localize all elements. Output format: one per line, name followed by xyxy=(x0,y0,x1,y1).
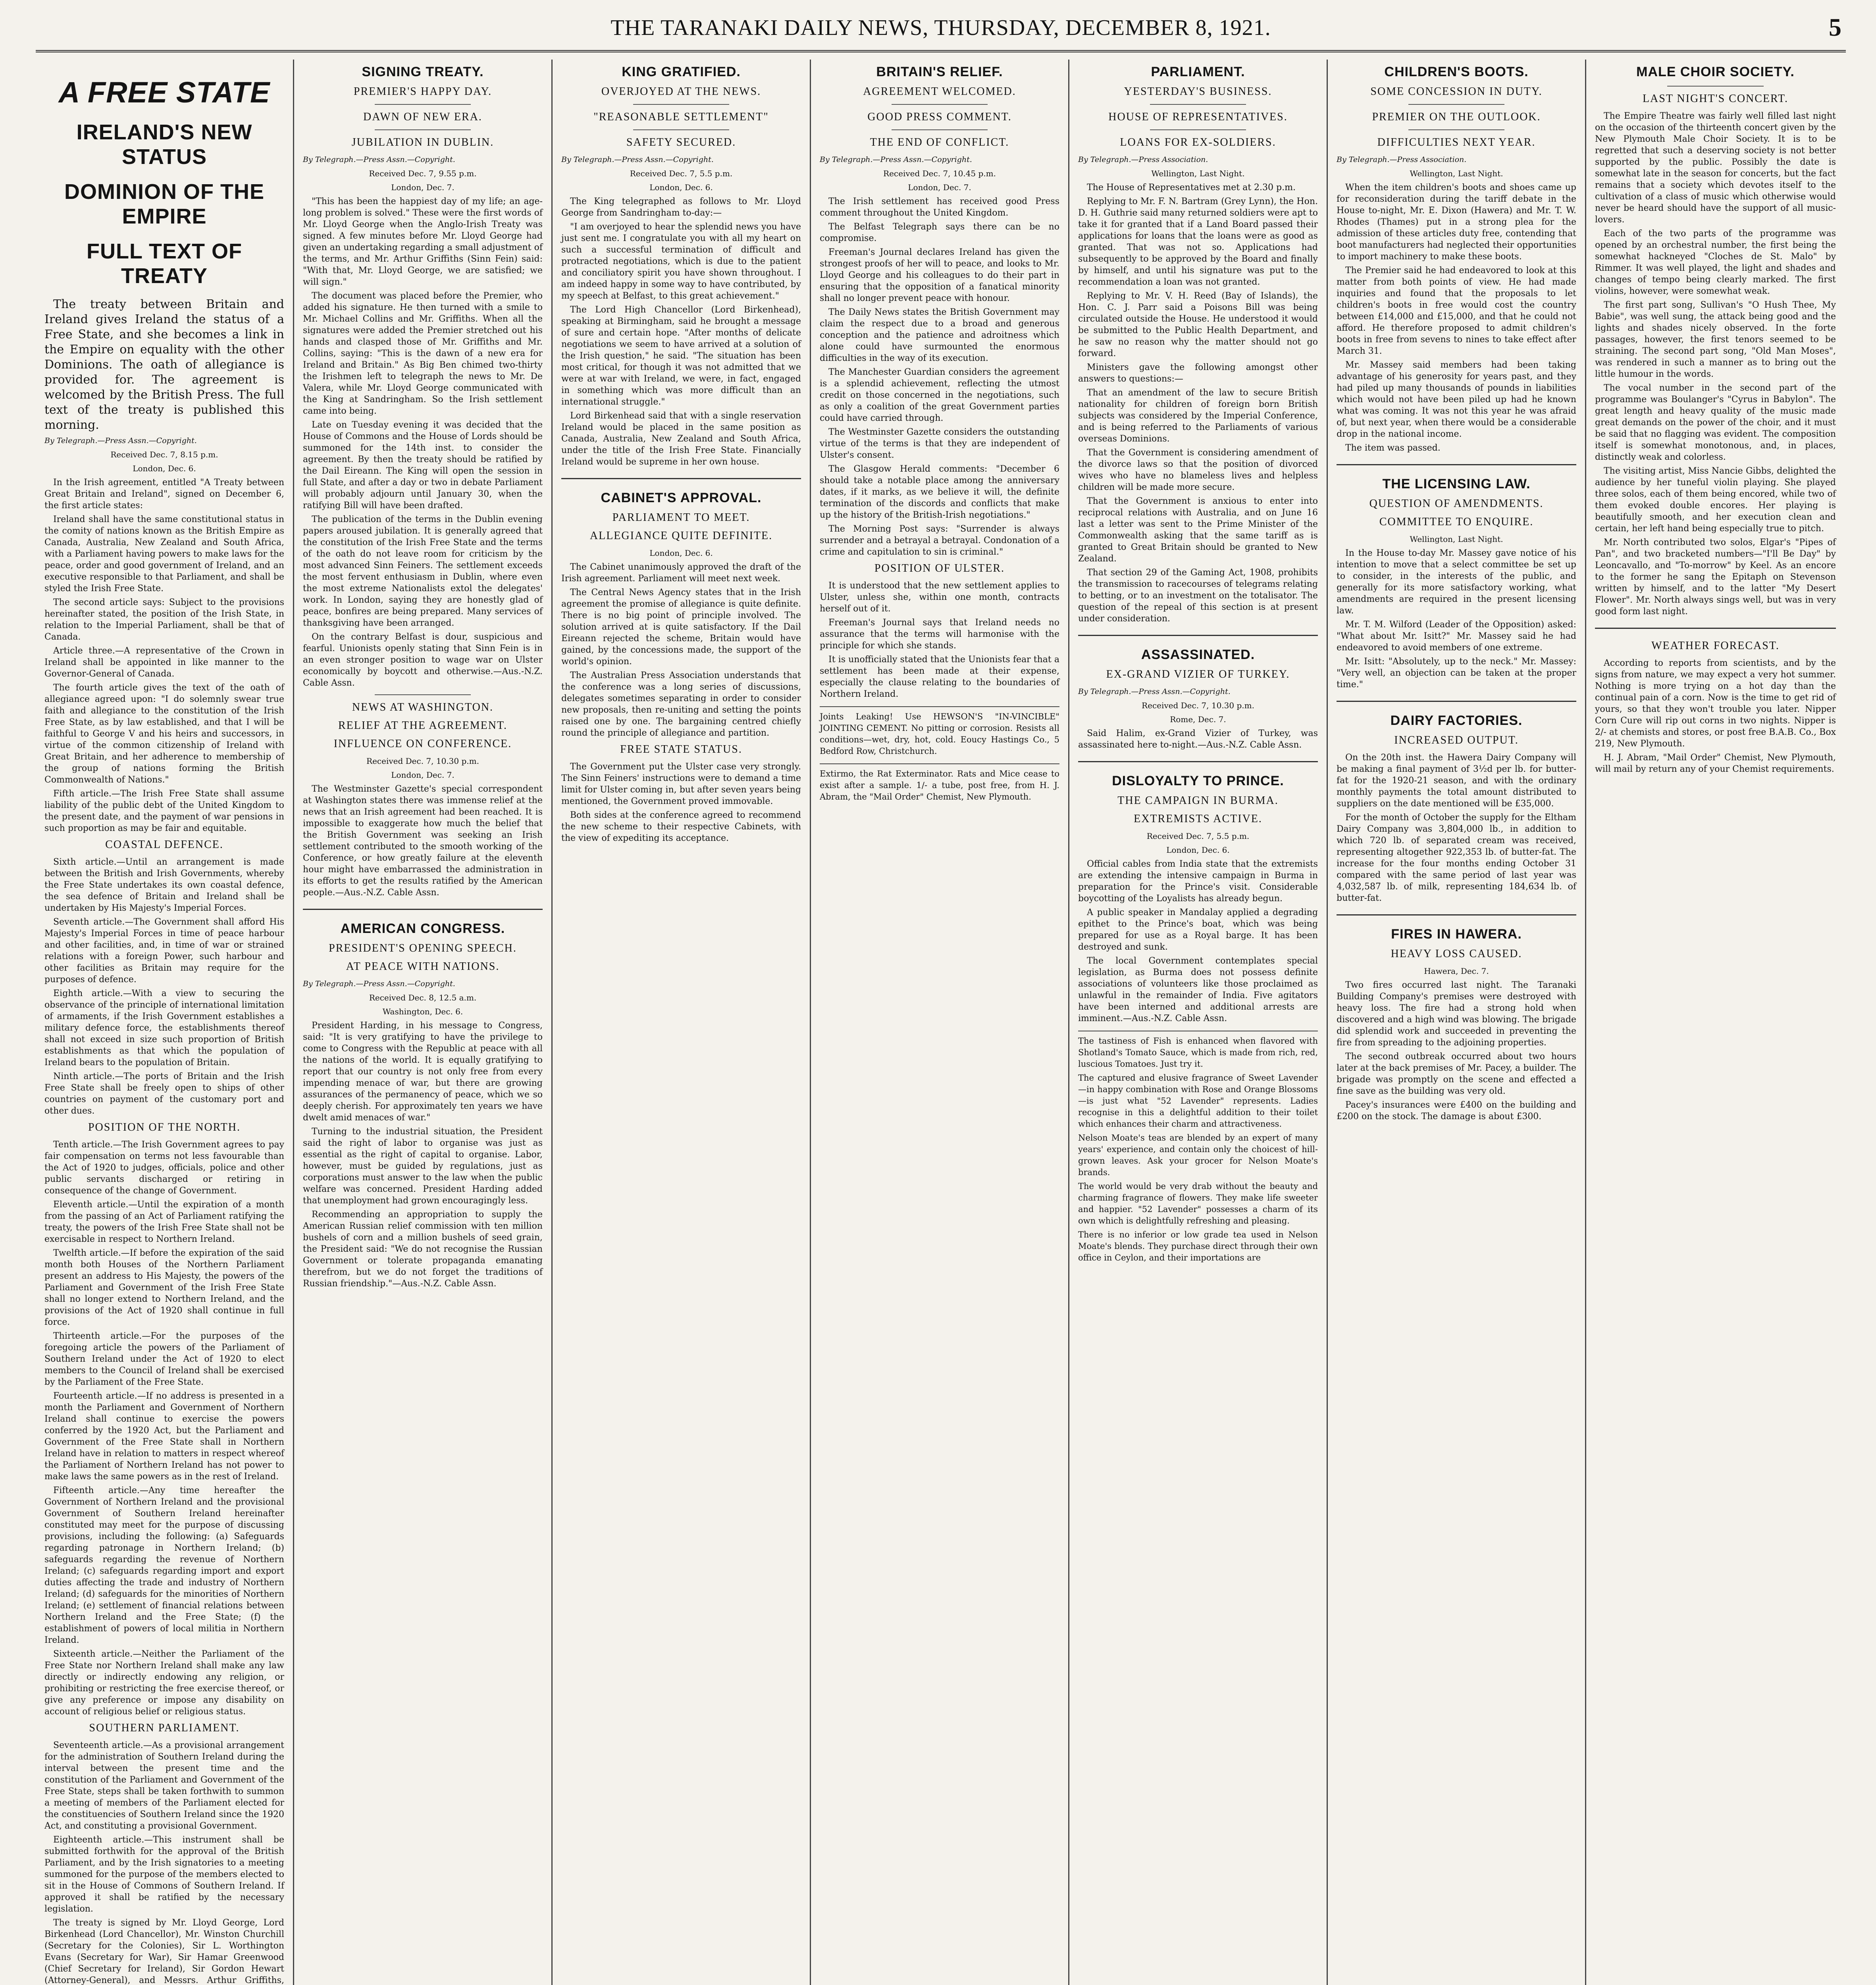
congress-p2: Turning to the industrial situation, the President said the right of labor to organise was just as essential as the right of capital to organise. Labor, however, must be guided by regulations, just as corporations must answer to the law when the public welfare was concerned. President Harding added that unemployment had grown encouragingly less. xyxy=(303,1127,543,1206)
southern-heading: SOUTHERN PARLIAMENT. xyxy=(89,1722,240,1734)
relief-wire: By Telegraph.—Press Assn.—Copyright. xyxy=(820,155,972,164)
divider xyxy=(1408,104,1504,105)
column-3 xyxy=(553,60,811,1985)
assassinated-dateline: Rome, Dec. 7. xyxy=(1170,715,1226,724)
hawera-heading: FIRES IN HAWERA. xyxy=(1391,927,1522,942)
page-number: 5 xyxy=(1829,13,1842,41)
washington-sub2: INFLUENCE ON CONFERENCE. xyxy=(333,738,512,750)
disloyalty-received: Received Dec. 7, 5.5 p.m. xyxy=(1146,831,1250,841)
king-dateline: London, Dec. 6. xyxy=(649,183,713,192)
boots-p4: The item was passed. xyxy=(1345,443,1441,453)
treaty-p13: Twelfth article.—If before the expiration of the said month both Houses of the Northern Parliament present an address to His Majesty, the powers of the Parliament and Government of the Irish Free State shall no longer extend to Northern Ireland, and the provisions of the Act of 1920 shall continue in full force. xyxy=(44,1248,284,1327)
choir-heading: MALE CHOIR SOCIETY. xyxy=(1636,64,1795,79)
relief-p6: The Westminster Gazette considers the outstanding virtue of the terms is that they are independent of Ulster's consent. xyxy=(820,427,1059,460)
washington-dateline: London, Dec. 7. xyxy=(391,770,455,780)
column-2 xyxy=(294,60,553,1985)
relief-ad1: Joints Leaking! Use HEWSON'S "IN-VINCIBLE" JOINTING CEMENT. No pitting or corrosion. Resists all conditions—wet, dry, hot, cold. Eoucy Hastings Co., 5 Bedford Row, Christchurch. xyxy=(820,712,1059,756)
parliament-dateline: Wellington, Last Night. xyxy=(1151,169,1245,178)
column-7 xyxy=(1586,60,1845,1985)
advertisement xyxy=(820,763,1059,803)
hawera-dateline: Hawera, Dec. 7. xyxy=(1424,966,1489,976)
boots-sub3: DIFFICULTIES NEXT YEAR. xyxy=(1377,136,1536,148)
ulster-heading: POSITION OF ULSTER. xyxy=(874,562,1005,574)
signing-sub2: DAWN OF NEW ERA. xyxy=(363,111,482,123)
boots-sub1: SOME CONCESSION IN DUTY. xyxy=(1370,85,1543,98)
congress-received: Received Dec. 8, 12.5 a.m. xyxy=(369,993,477,1002)
divider xyxy=(1337,914,1576,915)
masthead xyxy=(36,6,1846,52)
washington-p1: The Westminster Gazette's special correspondent at Washington states there was immense relief at the news that an Irish agreement had been reached. It is impossible to exaggerate how much the belief that the British Government was seeking an Irish settlement contributed to the smooth working of the Conference, or how greatly failure at the eleventh hour might have embarrassed the administration in its efforts to get the results ratified by the American people.—Aus.-N.Z. Cable Assn. xyxy=(303,784,543,898)
relief-p8: The Morning Post says: "Surrender is always surrender and a betrayal a betrayal. Condonation of a crime and capitulation to sin is criminal." xyxy=(820,524,1059,557)
assassinated-sub: EX-GRAND VIZIER OF TURKEY. xyxy=(1106,668,1290,680)
treaty-p12: Eleventh article.—Until the expiration of a month from the passing of an Act of Parliament ratifying the treaty, the powers of the Irish Free State shall not be exercisable in respect to Northern Ireland. xyxy=(44,1200,284,1244)
signing-sub3: JUBILATION IN DUBLIN. xyxy=(351,136,494,148)
parliament-p12: The local Government contemplates special legislation, as Burma does not possess definite associations of volunteers like those proclaimed as unlawful in the remainder of India. Five agitators have been interned and additional arrests are imminent.—Aus.-N.Z. Cable Assn. xyxy=(1078,956,1318,1023)
king-sub1: OVERJOYED AT THE NEWS. xyxy=(601,85,761,98)
relief-p1: The Irish settlement has received good Press comment throughout the United Kingdom. xyxy=(820,197,1059,218)
assassinated-received: Received Dec. 7, 10.30 p.m. xyxy=(1142,701,1254,710)
washington-sub1: RELIEF AT THE AGREEMENT. xyxy=(338,719,507,732)
masthead-title: THE TARANAKI DAILY NEWS, THURSDAY, DECEMBER 8, 1921. xyxy=(611,15,1271,40)
parliament-sub3: LOANS FOR EX-SOLDIERS. xyxy=(1120,136,1276,148)
disloyalty-sub1: THE CAMPAIGN IN BURMA. xyxy=(1117,794,1279,807)
king-wire: By Telegraph.—Press Assn.—Copyright. xyxy=(561,155,714,164)
cabinet-sub2: ALLEGIANCE QUITE DEFINITE. xyxy=(589,530,773,542)
treaty-sub2: DOMINION OF THE EMPIRE xyxy=(64,180,264,228)
assassinated-heading: ASSASSINATED. xyxy=(1141,647,1255,662)
boots-sub2: PREMIER ON THE OUTLOOK. xyxy=(1372,111,1541,123)
parliament-p3: Replying to Mr. V. H. Reed (Bay of Islands), the Hon. C. J. Parr said a Poisons Bill was being circulated outside the House. He understood it would be submitted to the Public Health Department, and he saw no reason why the matter should not go forward. xyxy=(1078,291,1318,358)
column-5 xyxy=(1069,60,1328,1985)
boots-p2: The Premier said he had endeavored to look at this matter from both points of view. He had made inquiries and found that the proposals to let children's boots in free would cost the country between £14,000 and £15,000, and that he could not afford. He therefore proposed to admit children's boots in free from sevens to nines to take effect after March 31. xyxy=(1337,266,1576,356)
relief-p7: The Glasgow Herald comments: "December 6 should take a notable place among the anniversary dates, if it marks, as we believe it will, the definite termination of the discords and conflicts that make up the history of the British-Irish negotiations." xyxy=(820,464,1059,520)
choir-p8: H. J. Abram, "Mail Order" Chemist, New Plymouth, will mail by return any of your Chemist requirements. xyxy=(1595,753,1836,774)
treaty-p11: Tenth article.—The Irish Government agrees to pay fair compensation on terms not less favourable than the Act of 1920 to judges, officials, police and other public servants discharged or retiring in consequence of the change of Government. xyxy=(44,1140,284,1196)
treaty-p20: The treaty is signed by Mr. Lloyd George, Lord Birkenhead (Lord Chancellor), Mr. Winston Churchill (Secretary for the Colonies), Sir L. Worthington Evans (Secretary for War), Sir Hamar Greenwood (Chief Secretary for Ireland), Sir Gordon Hewart (Attorney-General), and Messrs. Arthur Griffiths, xyxy=(44,1918,284,1985)
signing-dateline: London, Dec. 7. xyxy=(391,183,455,192)
treaty-p8: Seventh article.—The Government shall afford His Majesty's Imperial Forces in time of peace harbour and other facilities, and, in time of war or strained relations with a foreign Power, such harbour and other facilities as Britain may require for the purposes of defence. xyxy=(44,917,284,985)
parliament-wire: By Telegraph.—Press Association. xyxy=(1078,155,1208,164)
relief-dateline: London, Dec. 7. xyxy=(908,183,971,192)
parliament-p9: Said Halim, ex-Grand Vizier of Turkey, was assassinated here to-night.—Aus.-N.Z. Cable Assn. xyxy=(1078,728,1318,750)
parliament-ad3: Nelson Moate's teas are blended by an expert of many years' experience, and contain only the choicest of hill-grown leaves. Ask your grocer for Nelson Moate's brands. xyxy=(1078,1133,1318,1177)
freestate-heading: FREE STATE STATUS. xyxy=(620,743,742,755)
treaty-sub3: FULL TEXT OF TREATY xyxy=(87,239,242,288)
boots-p7: Mr. Isitt: "Absolutely, up to the neck." Mr. Massey: "Very well, an objection can be taken at the proper time." xyxy=(1337,657,1576,690)
king-p2: "I am overjoyed to hear the splendid news you have just sent me. I congratulate you with all my heart on such a successful termination of difficult and protracted negotiations, which is due to the patient and conciliatory spirit you have shown throughout. I am indeed happy in some way to have contributed, by my speech at Belfast, to this great achievement." xyxy=(561,222,801,301)
dairy-heading: DAIRY FACTORIES. xyxy=(1390,713,1523,728)
signing-p3: Late on Tuesday evening it was decided that the House of Commons and the House of Lords should be summoned for the 14th inst. to consider the agreement. By then the treaty should be ratified by the Dail Eireann. The King will open the session in full State, and after a day or two in debate Parliament will probably adjourn until January 30, when the ratifying Bill will have been drafted. xyxy=(303,420,543,511)
treaty-p17: Sixteenth article.—Neither the Parliament of the Free State nor Northern Ireland shall make any law directly or indirectly endowing any religion, or prohibiting or restricting the free exercise thereof, or give any preference or impose any disability on account of religious belief or religious status. xyxy=(44,1649,284,1717)
parliament-p8: That section 29 of the Gaming Act, 1908, prohibits the transmission to racecourses of telegrams relating to betting, or to an investment on the totalisator. The question of the repeal of this section is at present under consideration. xyxy=(1078,568,1318,624)
boots-p11: The second outbreak occurred about two hours later at the back premises of Mr. Pacey, a builder. The brigade was promptly on the scene and effected a fine save as the building was very old. xyxy=(1337,1052,1576,1096)
congress-sub2: AT PEACE WITH NATIONS. xyxy=(346,960,500,973)
parliament-p4: Ministers gave the following amongst other answers to questions:— xyxy=(1078,362,1318,384)
cabinet-dateline: London, Dec. 6. xyxy=(649,548,713,558)
relief-p2: The Belfast Telegraph says there can be no compromise. xyxy=(820,222,1059,243)
licensing-heading: THE LICENSING LAW. xyxy=(1382,476,1531,491)
divider xyxy=(375,694,471,695)
divider xyxy=(633,129,729,130)
parliament-p5: That an amendment of the law to secure British nationality for children of foreign born British subjects was considered by the Imperial Conference, and is being referred to the Parliaments of various overseas Dominions. xyxy=(1078,388,1318,444)
treaty-p15: Fourteenth article.—If no address is presented in a month the Parliament and Government of Northern Ireland shall continue to exercise the powers conferred by the 1920 Act, but the Parliament and Government of the Free State shall in Northern Ireland have in relation to matters in respect whereof the Parliament of Northern Ireland has not power to make laws the same powers as in the rest of Ireland. xyxy=(44,1391,284,1482)
parliament-ad4: The world would be very drab without the beauty and charming fragrance of flowers. They make life sweeter and happier. "52 Lavender" possesses a charm of its own which is delightfully refreshing and pleasing. xyxy=(1078,1181,1318,1226)
king-p9: Both sides at the conference agreed to recommend the new scheme to their respective Cabinets, with the view of expediting its acceptance. xyxy=(561,810,801,843)
boots-p3: Mr. Massey said members had been taking advantage of his generosity for years past, and they had piled up many thousands of pounds in liabilities which would not have been piled up had he known what was coming. It was not this year he was afraid of, but next year, when there would be a considerable drop in the national income. xyxy=(1337,360,1576,439)
divider xyxy=(1337,701,1576,702)
boots-heading: CHILDREN'S BOOTS. xyxy=(1384,64,1529,79)
relief-sub1: AGREEMENT WELCOMED. xyxy=(863,85,1016,98)
hawera-sub: HEAVY LOSS CAUSED. xyxy=(1391,948,1522,960)
relief-p9: It is understood that the new settlement applies to Ulster, unless she, within one month, contracts herself out of it. xyxy=(820,581,1059,614)
relief-p5: The Manchester Guardian considers the agreement is a splendid achievement, reflecting the utmost credit on those concerned in the negotiations, such as only a coalition of the great Government parties could have carried through. xyxy=(820,367,1059,423)
column-4 xyxy=(811,60,1069,1985)
assassinated-wire: By Telegraph.—Press Assn.—Copyright. xyxy=(1078,687,1231,696)
columns xyxy=(36,60,1846,1985)
signing-p2: The document was placed before the Premier, who added his signature. He then turned with a smile to Mr. Michael Collins and Mr. Griffiths. When all the signatures were added the Premier stretched out his hands and clasped those of Mr. Griffiths and Mr. Collins, saying: "This is the dawn of a new era for Ireland and Britain." As Big Ben chimed two-thirty the Irishmen left to telegraph the news to Mr. De Valera, while Mr. Lloyd George communicated with the King at Sandringham. So the Irish settlement came into being. xyxy=(303,291,543,416)
king-p1: The King telegraphed as follows to Mr. Lloyd George from Sandringham to-day:— xyxy=(561,197,801,218)
parliament-p10: Official cables from India state that the extremists are extending the intensive campaign in Burma in preparation for the Prince's visit. Considerable boycotting of the Loyalists has already begun. xyxy=(1078,859,1318,904)
congress-heading: AMERICAN CONGRESS. xyxy=(340,921,505,936)
treaty-p18: Seventeenth article.—As a provisional arrangement for the administration of Southern Ireland during the interval between the present time and the constitution of the Parliament and Government of the Free State, steps shall be taken forthwith to summon a meeting of members of the Parliament elected for the constituencies of Southern Ireland since the 1920 Act, and constituting a provisional Government. xyxy=(44,1740,284,1831)
parliament-p11: A public speaker in Mandalay applied a degrading epithet to the Prince's boat, which was being prepared for use as a Royal barge. It has been destroyed and sunk. xyxy=(1078,908,1318,952)
advertisement xyxy=(820,706,1059,757)
choir-sub: LAST NIGHT'S CONCERT. xyxy=(1642,93,1789,105)
north-heading: POSITION OF THE NORTH. xyxy=(88,1121,241,1133)
signing-heading: SIGNING TREATY. xyxy=(362,64,484,79)
parliament-p1: The House of Representatives met at 2.30 p.m. xyxy=(1087,183,1296,193)
relief-sub2: GOOD PRESS COMMENT. xyxy=(867,111,1012,123)
signing-p5: On the contrary Belfast is dour, suspicious and fearful. Unionists openly stating that Sinn Fein is in an even stronger position to wage war on Ulster economically by boycott and otherwise.—Aus.-N.Z. Cable Assn. xyxy=(303,632,543,688)
signing-p4: The publication of the terms in the Dublin evening papers aroused jubilation. It is generally agreed that the constitution of the Irish Free State and the terms of the oath do not leave room for criticism by the most advanced Sinn Feiners. The settlement exceeds the most fervent enthusiasm in Dublin, where even the most extreme Nationalists extol the delegates' work. In London, saying they are honestly glad of peace, bonfires are being prepared. Many services of thanksgiving have been arranged. xyxy=(303,515,543,628)
treaty-p1: In the Irish agreement, entitled "A Treaty between Great Britain and Ireland", signed on December 6, the first article states: xyxy=(44,478,284,511)
choir-p4: The vocal number in the second part of the programme was Boulanger's "Cyrus in Babylon". The great length and heavy quality of the music made great demands on the power of the choir, and it must be said that no flagging was evident. The composition itself is somewhat monotonous, and, in places, distinctly weak and colorless. xyxy=(1595,383,1836,462)
relief-received: Received Dec. 7, 10.45 p.m. xyxy=(883,169,996,178)
king-received: Received Dec. 7, 5.5 p.m. xyxy=(630,169,733,178)
treaty-p19: Eighteenth article.—This instrument shall be submitted forthwith for the approval of the British Parliament, and by the Irish signatories to a meeting summoned for the purpose of the members elected to sit in the House of Commons of Southern Ireland. If approved it shall be ratified by the necessary legislation. xyxy=(44,1835,284,1914)
treaty-p6: Fifth article.—The Irish Free State shall assume liability of the public debt of the United Kingdom to the present date, and the payment of war pensions in such proportion as may be fair and equitable. xyxy=(44,789,284,833)
relief-p11: It is unofficially stated that the Unionists fear that a settlement has been made at their expense, especially the clause relating to the boundaries of Northern Ireland. xyxy=(820,655,1059,699)
treaty-p5: The fourth article gives the text of the oath of allegiance agreed upon: "I do solemnly swear true faith and allegiance to the constitution of the Irish Free State, as by law established, and that I will be faithful to George V and his heirs and successors, in virtue of the common citizenship of Ireland with Great Britain, and her adherence to membership of the group of nations forming the British Commonwealth of Nations." xyxy=(44,683,284,785)
parliament-ad5: There is no inferior or low grade tea used in Nelson Moate's blends. They purchase direct through their own office in Ceylon, and their importations are xyxy=(1078,1230,1318,1262)
advertisement xyxy=(1078,1031,1318,1264)
king-p3: The Lord High Chancellor (Lord Birkenhead), speaking at Birmingham, said he brought a message of sure and certain hope. "After months of delicate negotiations we seem to have arrived at a solution of the Irish question," he said. "The situation has been most critical, for though it was not admitted that we were at war with Ireland, we were, in fact, engaged in something which was more difficult than an international struggle." xyxy=(561,305,801,407)
divider xyxy=(1078,761,1318,762)
treaty-p9: Eighth article.—With a view to securing the observance of the principle of international limitation of armaments, if the Irish Government establishes a military defence force, the establishments thereof shall not exceed in size such proportion of British establishments as that which the population of Ireland bears to the population of Britain. xyxy=(44,989,284,1068)
washington-heading: NEWS AT WASHINGTON. xyxy=(352,701,494,713)
congress-p1: President Harding, in his message to Congress, said: "It is very gratifying to have the privilege to come to Congress with the Republic at peace with all the nations of the world. It is equally gratifying to report that our country is not only free from every impending menace of war, but there are growing assurances of the permanency of peace, which we so deeply cherish. For approximately ten years we have dwelt amid menaces of war." xyxy=(303,1021,543,1123)
licensing-sub1: QUESTION OF AMENDMENTS. xyxy=(1369,497,1544,510)
treaty-dateline: London, Dec. 6. xyxy=(133,464,196,473)
divider xyxy=(1667,86,1764,87)
dairy-sub: INCREASED OUTPUT. xyxy=(1394,734,1519,746)
treaty-wire: By Telegraph.—Press Assn.—Copyright. xyxy=(44,436,197,445)
divider xyxy=(1150,104,1246,105)
choir-p6: Mr. North contributed two solos, Elgar's "Pipes of Pan", and two bracketed numbers—"I'll Be Day" by Leoncavallo, and "To-morrow" by Keel. As an encore to the former he sang the Epitaph on Stevenson written by himself, and to the latter "My Desert Flower". Mr. North always sings well, but was in very good form last night. xyxy=(1595,538,1836,617)
treaty-p4: Article three.—A representative of the Crown in Ireland shall be appointed in like manner to the Governor-General of Canada. xyxy=(44,646,284,679)
king-heading: KING GRATIFIED. xyxy=(622,64,741,79)
relief-sub3: THE END OF CONFLICT. xyxy=(870,136,1009,148)
treaty-sub1: IRELAND'S NEW STATUS xyxy=(76,120,252,169)
treaty-p3: The second article says: Subject to the provisions hereinafter stated, the position of the Irish State, in relation to the Imperial Parliament, shall be that of Canada. xyxy=(44,597,284,642)
divider xyxy=(892,129,988,130)
boots-dateline: Wellington, Last Night. xyxy=(1410,169,1503,178)
column-1 xyxy=(36,60,294,1985)
parliament-p6: That the Government is considering amendment of the divorce laws so that the position of divorced wives who have no blameless lives and helpless children will be made more secure. xyxy=(1078,448,1318,492)
treaty-received: Received Dec. 7, 8.15 p.m. xyxy=(110,450,218,459)
boots-wire: By Telegraph.—Press Association. xyxy=(1337,155,1467,164)
relief-p10: Freeman's Journal says that Ireland needs no assurance that the terms will harmonise with the principle for which she stands. xyxy=(820,618,1059,651)
treaty-p2: Ireland shall have the same constitutional status in the comity of nations known as the British Empire as Canada, Australia, New Zealand and South Africa, with a Parliament having powers to make laws for the peace, order and good government of Ireland, and an executive responsible to that Parliament, and shall be styled the Irish Free State. xyxy=(44,515,284,594)
divider xyxy=(1595,628,1836,629)
cabinet-sub1: PARLIAMENT TO MEET. xyxy=(612,511,750,524)
boots-p10: Two fires occurred last night. The Taranaki Building Company's premises were destroyed with heavy loss. The fire had a strong hold when discovered and a high wind was blowing. The brigade did splendid work and succeeded in preventing the fire from spreading to the adjoining properties. xyxy=(1337,980,1576,1048)
king-p6: The Central News Agency states that in the Irish agreement the promise of allegiance is quite definite. There is no big point of principle involved. The solution arrived at is quite satisfactory. If the Dail Eireann rejected the scheme, Britain would have gained, by the concessions made, the support of the world's opinion. xyxy=(561,588,801,667)
choir-p5: The visiting artist, Miss Nancie Gibbs, delighted the audience by her tuneful violin playing. She played three solos, each of them being encored, while two of them evoked double encores. Her playing is beautifully smooth, and her execution clean and certain, her left hand being especially true to pitch. xyxy=(1595,466,1836,534)
licensing-dateline: Wellington, Last Night. xyxy=(1410,534,1503,544)
treaty-p16: Fifteenth article.—Any time hereafter the Government of Northern Ireland and the provisional Government of Southern Ireland hereinafter constituted may meet for the purpose of discussing provisions, including the following: (a) Safeguards regarding patronage in Northern Ireland; (b) safeguards regarding the revenue of Northern Ireland; (c) safeguards regarding import and export duties affecting the trade and industry of Northern Ireland; (d) safeguards for the minorities of Northern Ireland; (e) settlement of financial relations between Northern Ireland and the Free State; (f) the establishment of powers of local militia in Northern Ireland. xyxy=(44,1486,284,1645)
boots-p8: On the 20th inst. the Hawera Dairy Company will be making a final payment of 3½d per lb. for butter-fat for the 1920-21 season, and with the ordinary monthly payments the total amount distributed to suppliers on the date mentioned will be £35,000. xyxy=(1337,753,1576,809)
king-sub3: SAFETY SECURED. xyxy=(626,136,736,148)
king-sub2: "REASONABLE SETTLEMENT" xyxy=(593,111,769,123)
king-p4: Lord Birkenhead said that with a single reservation Ireland would be placed in the same position as Canada, Australia, New Zealand and South Africa, under the title of the Irish Free State. Financially Ireland would be supreme in her own house. xyxy=(561,411,801,467)
disloyalty-sub2: EXTREMISTS ACTIVE. xyxy=(1134,813,1262,825)
column-6 xyxy=(1328,60,1586,1985)
parliament-sub1: YESTERDAY'S BUSINESS. xyxy=(1124,85,1272,98)
weather-heading: WEATHER FORECAST. xyxy=(1651,640,1780,652)
divider xyxy=(375,129,471,130)
congress-wire: By Telegraph.—Press Assn.—Copyright. xyxy=(303,979,455,988)
signing-sub1: PREMIER'S HAPPY DAY. xyxy=(353,85,492,98)
treaty-p14: Thirteenth article.—For the purposes of the foregoing article the powers of the Parliament of Southern Ireland under the Act of 1920 to elect members to the Council of Ireland shall be exercised by the Parliament of the Free State. xyxy=(44,1331,284,1387)
relief-p4: The Daily News states the British Government may claim the respect due to a broad and generous conception and the patience and adroitness which alone could have surmounted the enormous difficulties in the way of its execution. xyxy=(820,307,1059,363)
parliament-heading: PARLIAMENT. xyxy=(1151,64,1245,79)
treaty-p10: Ninth article.—The ports of Britain and the Irish Free State shall be freely open to ships of other countries on payment of the customary port and other dues. xyxy=(44,1072,284,1116)
parliament-ad1: The tastiness of Fish is enhanced when flavored with Shotland's Tomato Sauce, which is made from rich, red, luscious Tomatoes. Just try it. xyxy=(1078,1036,1318,1069)
choir-p2: Each of the two parts of the programme was opened by an orchestral number, the first being the somewhat hackneyed "Cloches de St. Malo" by Rimmer. It was well played, the light and shades and changes of tempo being clearly marked. The first violins, however, were somewhat weak. xyxy=(1595,229,1836,296)
relief-heading: BRITAIN'S RELIEF. xyxy=(876,64,1003,79)
choir-p7: According to reports from scientists, and by the signs from nature, we may expect a very hot summer. Nothing is more trying on a hot day than the continual pain of a corn. Now is the time to get rid of yours, so that they won't trouble you later. Nipper Corn Cure will rip out corns in two nights. Nipper is 2/- at chemists and stores, or post free B.A.B. Co., Box 219, New Plymouth. xyxy=(1595,658,1836,749)
divider xyxy=(1337,464,1576,465)
congress-sub1: PRESIDENT'S OPENING SPEECH. xyxy=(329,942,517,954)
choir-p1: The Empire Theatre was fairly well filled last night on the occasion of the thirteenth concert given by the New Plymouth Male Choir Society. It is to be regretted that such a deserving society is not better supported by the public. Possibly the date is somewhat late in the season for concerts, but the fact remains that a society which devotes itself to the cultivation of a class of music which otherwise would never be heard should have the support of all music-lovers. xyxy=(1595,111,1836,225)
boots-p12: Pacey's insurances were £400 on the building and £200 on the stock. The damage is about £300. xyxy=(1337,1100,1576,1122)
boots-p1: When the item children's boots and shoes came up for reconsideration during the tariff debate in the House to-night, Mr. E. Dixon (Hawera) and Mr. T. W. Rhodes (Thames) put in a strong plea for the admission of these articles duty free, contending that boot manufacturers had neglected their opportunities to import machinery to make these boots. xyxy=(1337,183,1576,262)
relief-p3: Freeman's Journal declares Ireland has given the strongest proofs of her will to peace, and looks to Mr. Lloyd George and his colleagues to do their part in ensuring that the opposition of a fanatical minority shall no longer prevent peace with honour. xyxy=(820,247,1059,303)
signing-received: Received Dec. 7, 9.55 p.m. xyxy=(369,169,477,178)
treaty-headline: A FREE STATE xyxy=(58,76,270,109)
treaty-lede: The treaty between Britain and Ireland gives Ireland the status of a Free State, and she becomes a link in the Empire on equality with the other Dominions. The oath of allegiance is provided for. The agreement is welcomed by the British Press. The full text of the treaty is published this morning. xyxy=(44,297,284,432)
cabinet-heading: CABINET'S APPROVAL. xyxy=(601,490,762,505)
signing-wire: By Telegraph.—Press Assn.—Copyright. xyxy=(303,155,455,164)
signing-p1: "This has been the happiest day of my life; an age-long problem is solved." These were the first words of Mr. Lloyd George when the Anglo-Irish Treaty was signed. A few minutes before Mr. Lloyd George had given an undertaking regarding a small adjustment of the terms, and Mr. Arthur Griffiths (Sinn Fein) said: "With that, Mr. Lloyd George, we are satisfied; we will sign." xyxy=(303,197,543,287)
boots-p9: For the month of October the supply for the Eltham Dairy Company was 3,804,000 lb., in addition to which 720 lb. of separated cream was received, representing altogether 922,353 lb. of butter-fat. The increase for the four months ending October 31 compared with the same period of last year was 4,032,587 lb. of milk, representing 184,634 lb. of butter-fat. xyxy=(1337,813,1576,903)
king-p7: The Australian Press Association understands that the conference was a long series of discussions, delegates sometimes separating in order to consider new proposals, then re-uniting and setting the points raised one by one. The bargaining centred chiefly round the principle of allegiance and partition. xyxy=(561,671,801,738)
king-p5: The Cabinet unanimously approved the draft of the Irish agreement. Parliament will meet next week. xyxy=(561,562,801,584)
boots-p5: In the House to-day Mr. Massey gave notice of his intention to move that a select committee be set up to consider, in the interests of the public, and generally for its more satisfactory working, what amendments are required in the present licensing law. xyxy=(1337,548,1576,616)
king-p8: The Government put the Ulster case very strongly. The Sinn Feiners' instructions were to demand a time limit for Ulster coming in, but after seven years being mentioned, the Government proved immovable. xyxy=(561,762,801,806)
disloyalty-heading: DISLOYALTY TO PRINCE. xyxy=(1112,773,1284,788)
parliament-p2: Replying to Mr. F. N. Bartram (Grey Lynn), the Hon. D. H. Guthrie said many returned soldiers were apt to take it for granted that if a Land Board passed their applications for loans that the loans were as good as granted. That was not so. Applications had subsequently to be approved by the Board and finally by himself, and until his signature was put to the recommendation a loan was not granted. xyxy=(1078,197,1318,287)
parliament-p7: That the Government is anxious to enter into reciprocal relations with Australia, and on June 16 last a letter was sent to the Prime Minister of the Commonwealth asking that the same tariff as is granted to Great Britain should be granted to New Zealand. xyxy=(1078,496,1318,564)
treaty-p7: Sixth article.—Until an arrangement is made between the British and Irish Governments, whereby the Free State undertakes its own coastal defence, the sea defence of Britain and Ireland shall be undertaken by His Majesty's Imperial Forces. xyxy=(44,857,284,913)
relief-ad2: Extirmo, the Rat Exterminator. Rats and Mice cease to exist after a sample. 1/- a tube, post free, from H. J. Abram, the "Mail Order" Chemist, New Plymouth. xyxy=(820,769,1059,802)
parliament-sub2: HOUSE OF REPRESENTATIVES. xyxy=(1108,111,1288,123)
divider xyxy=(1150,129,1246,130)
washington-received: Received Dec. 7, 10.30 p.m. xyxy=(366,756,479,766)
coastal-heading: COASTAL DEFENCE. xyxy=(105,838,223,851)
parliament-ad2: The captured and elusive fragrance of Sweet Lavender—in happy combination with Rose and Orange Blossoms—is just what "52 Lavender" represents. Ladies recognise in this a delightful addition to their toilet which enhances their charm and attractiveness. xyxy=(1078,1073,1318,1129)
divider xyxy=(1078,635,1318,636)
congress-p3: Recommending an appropriation to supply the American Russian relief commission with ten million bushels of corn and a million bushels of seed grain, the President said: "We do not recognise the Russian Government or tolerate propaganda emanating therefrom, but we do not forget the traditions of Russian friendship."—Aus.-N.Z. Cable Assn. xyxy=(303,1210,543,1289)
licensing-sub2: COMMITTEE TO ENQUIRE. xyxy=(1379,516,1534,528)
boots-p6: Mr. T. M. Wilford (Leader of the Opposition) asked: "What about Mr. Isitt?" Mr. Massey said he had endeavored to avoid members of one extreme. xyxy=(1337,620,1576,653)
divider xyxy=(375,104,471,105)
congress-dateline: Washington, Dec. 6. xyxy=(382,1007,463,1016)
disloyalty-dateline: London, Dec. 6. xyxy=(1166,845,1230,855)
divider xyxy=(561,478,801,479)
divider xyxy=(892,104,988,105)
divider xyxy=(303,909,543,910)
divider xyxy=(633,104,729,105)
divider xyxy=(1408,129,1504,130)
choir-p3: The first part song, Sullivan's "O Hush Thee, My Babie", was well sung, the attack being good and the lights and shades nicely observed. In the forte passages, however, the first tenors seemed to be straining. The second part song, "Old Man Moses", was rendered in such a manner as to bring out the little humour in the words. xyxy=(1595,300,1836,379)
